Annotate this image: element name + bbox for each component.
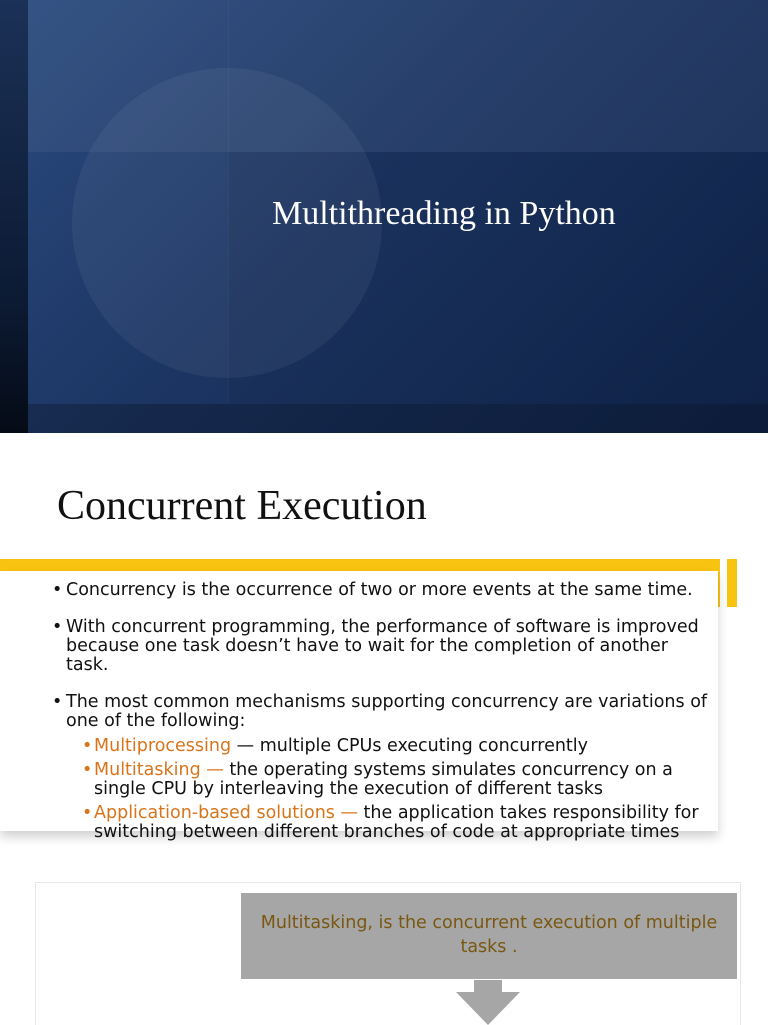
bullet-item: • With concurrent programming, the performance of software is improved because one task doesn’t have to wait for the completion of another task.	[52, 618, 712, 675]
concurrent-execution-slide	[0, 433, 768, 853]
sub-bullet-item: • Multiprocessing — multiple CPUs executing concurrently	[66, 737, 712, 756]
bullet-item: • Concurrency is the occurrence of two or more events at the same time.	[52, 581, 712, 600]
accent-bar	[0, 559, 720, 571]
title-slide	[0, 0, 768, 433]
accent-tab	[727, 559, 737, 607]
slide-title: Multithreading in Python	[272, 195, 616, 232]
sub-bullet-list	[66, 737, 712, 842]
background-left-strip	[0, 0, 28, 433]
sub-bullet-item: • Application-based solutions — the application takes responsibility for switching between different branches of code at appropriate times	[66, 804, 712, 842]
background-divider	[228, 0, 229, 404]
term-label: Multitasking —	[94, 760, 224, 780]
sub-bullet-item: • Multitasking — the operating systems simulates concurrency on a single CPU by interleaving the execution of different tasks	[66, 761, 712, 799]
term-label: Multiprocessing	[94, 736, 232, 756]
bullet-list	[52, 581, 712, 860]
definition-text: Multitasking, is the concurrent execution of multiple tasks .	[260, 913, 718, 957]
background-band-bottom	[28, 404, 768, 433]
slide-heading: Concurrent Execution	[57, 483, 427, 529]
term-label: Application-based solutions —	[94, 803, 358, 823]
down-arrow-icon	[456, 980, 520, 1025]
bullet-item: • The most common mechanisms supporting concurrency are variations of one of the following: • Multiprocessing — multiple CPUs executing concurrently • Multitasking — the operating systems simulates concurrency on a single CPU by interleaving the execution of different tasks • Application-based solutions — the application takes responsibility for switching between different branches of code at appropriate times	[52, 693, 712, 842]
definition-box	[241, 893, 737, 979]
multitasking-slide	[35, 882, 741, 1025]
